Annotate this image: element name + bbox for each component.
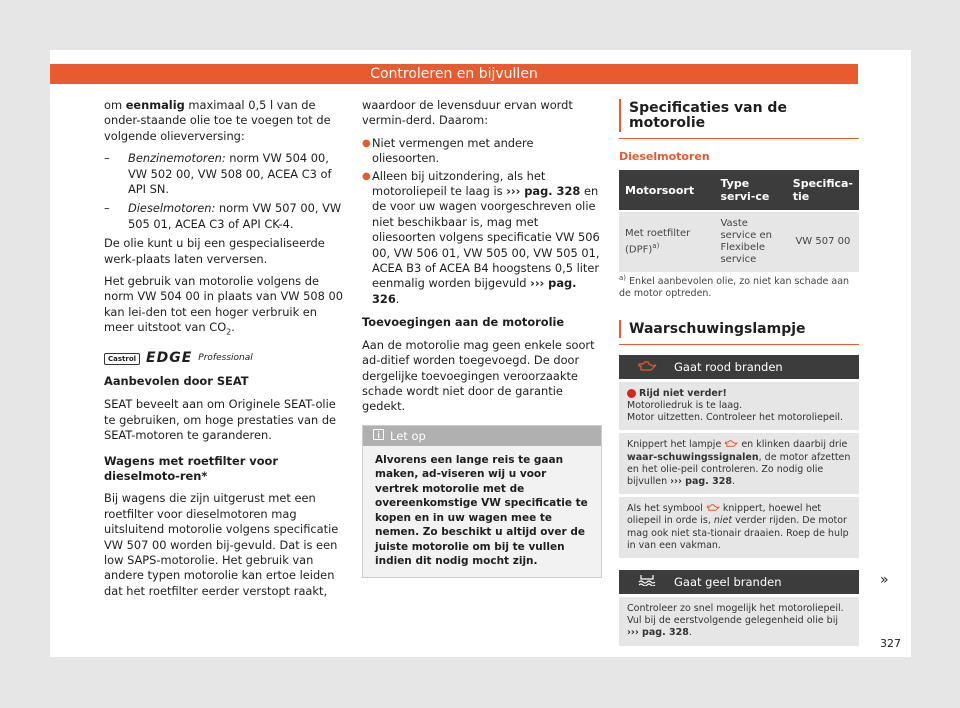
list-item: – Dieselmotoren: norm VW 507 00, VW 505 01, ACEA C3 of API CK-4.	[104, 201, 342, 231]
continue-arrow: »	[880, 572, 889, 588]
intro-paragraph: om eenmalig maximaal 0,5 l van de onder-staande olie toe te voegen tot de volgende olieverversing:	[104, 98, 331, 143]
list-item: ● Alleen bij uitzondering, als het motoroliepeil te laag is ››› pag. 328 en de voor uw wagen voorgeschreven olie niet beschikbaar is, mag met oliesoorten volgens specificatie VW 506 00, VW 506 01, VW 505 00, VW 505 01, ACEA B3 of ACEA B4 hoogstens 0,5 liter eenmalig worden bijgevuld ››› pag. 326.	[362, 168, 600, 306]
note-header: Let op	[363, 426, 601, 446]
paragraph: waardoor de levensduur ervan wordt vermin-derd. Daarom:	[362, 98, 573, 128]
paragraph: Het gebruik van motorolie volgens de norm VW 504 00 in plaats van VW 508 00 kan lei-den tot een hoger verbruik en meer uitstoot van $CO_2$.	[104, 274, 344, 337]
column-1	[104, 98, 348, 606]
table-header: Motorsoort	[619, 170, 714, 211]
warning-red-circle-icon	[627, 389, 636, 398]
column-2	[362, 98, 602, 578]
paragraph: De olie kunt u bij een gespecialiseerde werk-plaats laten verversen.	[104, 236, 325, 266]
oil-can-icon	[619, 355, 674, 379]
spec-section-title: Specificaties van de motorolie	[619, 95, 859, 139]
oil-can-icon	[706, 503, 720, 514]
warning-section-title: Waarschuwingslampje	[619, 316, 859, 344]
table-header: Type servi-ce	[714, 170, 786, 211]
yellow-lamp-body: Controleer zo snel mogelijk het motoroliepeil. Vul bij de eerstvolgende gelegenheid olie bij ››› pag. 328.	[619, 597, 859, 646]
table-header: Specifica-tie	[787, 170, 859, 211]
page-link[interactable]: ››› pag. 328	[506, 184, 581, 199]
list-item: ● Niet vermengen met andere oliesoorten.	[362, 135, 534, 166]
dpf-title: Wagens met roetfilter voor dieselmoto-ren*	[104, 453, 278, 483]
page-header: Controleren en bijvullen	[50, 64, 858, 84]
oil-can-icon	[724, 439, 738, 450]
page-link[interactable]: ››› pag. 328	[627, 627, 689, 639]
yellow-lamp-header: Gaat geel branden	[619, 570, 859, 594]
paragraph: SEAT beveelt aan om Originele SEAT-olie te gebruiken, om hoge prestaties van de SEAT-motoren te garanderen.	[104, 397, 337, 443]
page-link[interactable]: ››› pag. 326	[372, 276, 577, 306]
info-note-icon	[373, 426, 384, 446]
red-lamp-header: Gaat rood branden	[619, 355, 859, 379]
paragraph: Bij wagens die zijn uitgerust met een roetfilter voor dieselmotoren mag uitsluitend motorolie volgens specificatie VW 507 00 worden bij-gevuld. Dat is een low SAPS-motorolie. Het gebruik van andere typen motorolie kan ertoe leiden dat het roetfilter eerder verstopt raakt,	[104, 491, 339, 598]
diesel-subtitle: Dieselmotoren	[619, 149, 710, 163]
list-item: – Benzinemotoren: norm VW 504 00, VW 502 00, VW 508 00, ACEA C3 of API SN.	[104, 151, 332, 197]
table-row: Met roetfilter (DPF)$^{a)}$ Vaste service en Flexibele service VW 507 00	[619, 211, 859, 272]
red-lamp-body: Rijd niet verder! Motoroliedruk is te laag. Motor uitzetten. Controleer het motoroliepeil.	[619, 382, 859, 431]
castrol-edge-logo: Castrol EDGE Professional	[104, 350, 348, 368]
spec-table	[619, 170, 859, 272]
page-link[interactable]: ››› pag. 328	[670, 476, 732, 487]
oil-level-icon	[619, 570, 674, 594]
red-lamp-body: Als het symbool knippert, hoewel het oliepeil in orde is, niet verder rijden. De motor mag ook niet sta-tionair draaien. Roep de hulp in van een vakman.	[619, 497, 859, 558]
column-3	[619, 95, 859, 646]
note-box	[362, 425, 602, 578]
note-text: Alvorens een lange reis te gaan maken, ad-viseren wij u voor vertrek motorolie met de overeenkomstige VW specificatie te kopen en in uw wagen mee te nemen. Zo beschikt u altijd over de juiste motorolie om bij te vullen indien dit nodig mocht zijn.	[375, 453, 588, 568]
recommended-title: Aanbevolen door SEAT	[104, 373, 249, 388]
table-footnote: $^{a)}$ Enkel aanbevolen olie, zo niet kan schade aan de motor optreden.	[619, 274, 850, 300]
additives-title: Toevoegingen aan de motorolie	[362, 315, 565, 330]
red-lamp-body: Knippert het lampje en klinken daarbij drie waar-schuwingssignalen, de motor afzetten en het olie-peil controleren. Zo nodig olie bijvullen ››› pag. 328.	[619, 433, 859, 494]
paragraph: Aan de motorolie mag geen enkele soort ad-ditief worden toegevoegd. De door dergelijke toevoegingen veroorzaakte schade wordt niet door de garantie gedekt.	[362, 337, 595, 414]
page-number: 327	[880, 637, 901, 650]
